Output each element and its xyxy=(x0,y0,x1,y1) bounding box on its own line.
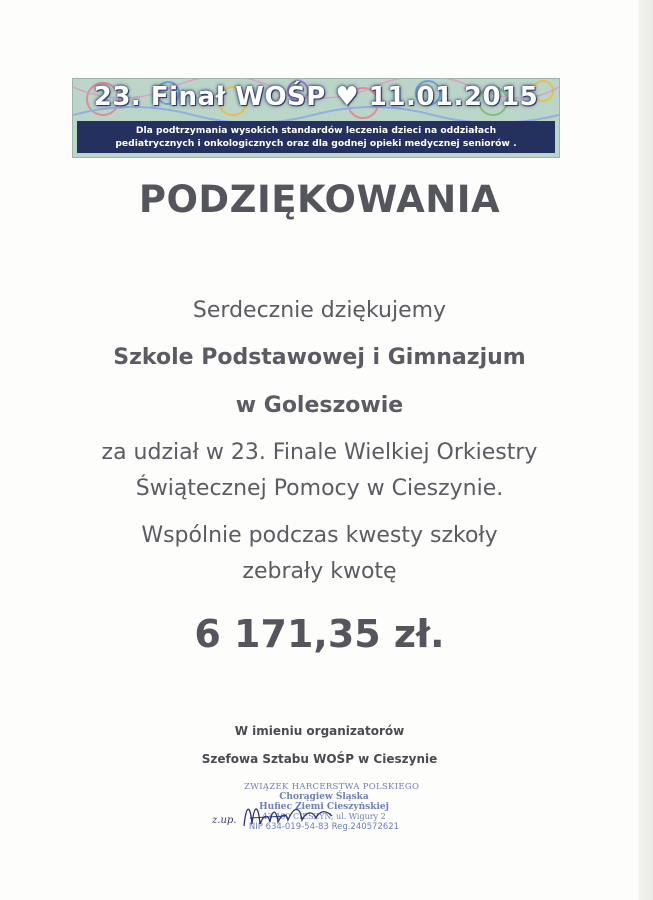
page-edge-shadow xyxy=(639,0,653,900)
banner-subtitle-line1: Dla podtrzymania wysokich standardów leczenia dzieci na oddziałach xyxy=(135,125,497,136)
school-location: w Goleszowie xyxy=(235,393,404,418)
heart-icon: ♥ xyxy=(335,82,360,112)
collection-line-2: zebrały kwotę xyxy=(242,559,397,584)
banner-title-event: 23. Finał WOŚP xyxy=(93,82,326,112)
thanks-line: Serdecznie dziękujemy xyxy=(192,298,447,323)
participation-line-2: Świątecznej Pomocy w Cieszynie. xyxy=(135,476,504,501)
organizer-title: Szefowa Sztabu WOŚP w Cieszynie xyxy=(201,752,438,766)
handwritten-signature xyxy=(214,796,354,836)
stamp-line2: Chorągiew Śląska xyxy=(279,792,369,802)
participation-line: za udział w 23. Finale Wielkiej Orkiestry xyxy=(101,440,538,465)
wosp-banner xyxy=(72,78,560,158)
stamp-line4: 43-400 CIESZYN, ul. Wigury 2 xyxy=(262,812,386,821)
stamp-line5: NIP 634-019-54-83 Reg.240572621 xyxy=(248,822,400,832)
banner-title-date: 11.01.2015 xyxy=(368,82,539,112)
organizer-line: W imieniu organizatorów xyxy=(234,724,405,738)
page-title: PODZIĘKOWANIA xyxy=(138,178,501,221)
signature-prefix: z.up. xyxy=(212,815,237,826)
collected-amount: 6 171,35 zł. xyxy=(194,612,445,656)
collection-line: Wspólnie podczas kwesty szkoły xyxy=(141,523,498,548)
stamp-line1: ZWIĄZEK HARCERSTWA POLSKIEGO xyxy=(244,782,420,792)
banner-subtitle-line2: pediatrycznych i onkologicznych oraz dla godnej opieki medycznej seniorów . xyxy=(115,138,517,149)
stamp-line3: Hufiec Ziemi Cieszyńskiej xyxy=(259,802,389,812)
banner-title xyxy=(73,82,559,112)
banner-subtitle xyxy=(77,121,555,153)
school-name: Szkole Podstawowej i Gimnazjum xyxy=(113,345,526,370)
